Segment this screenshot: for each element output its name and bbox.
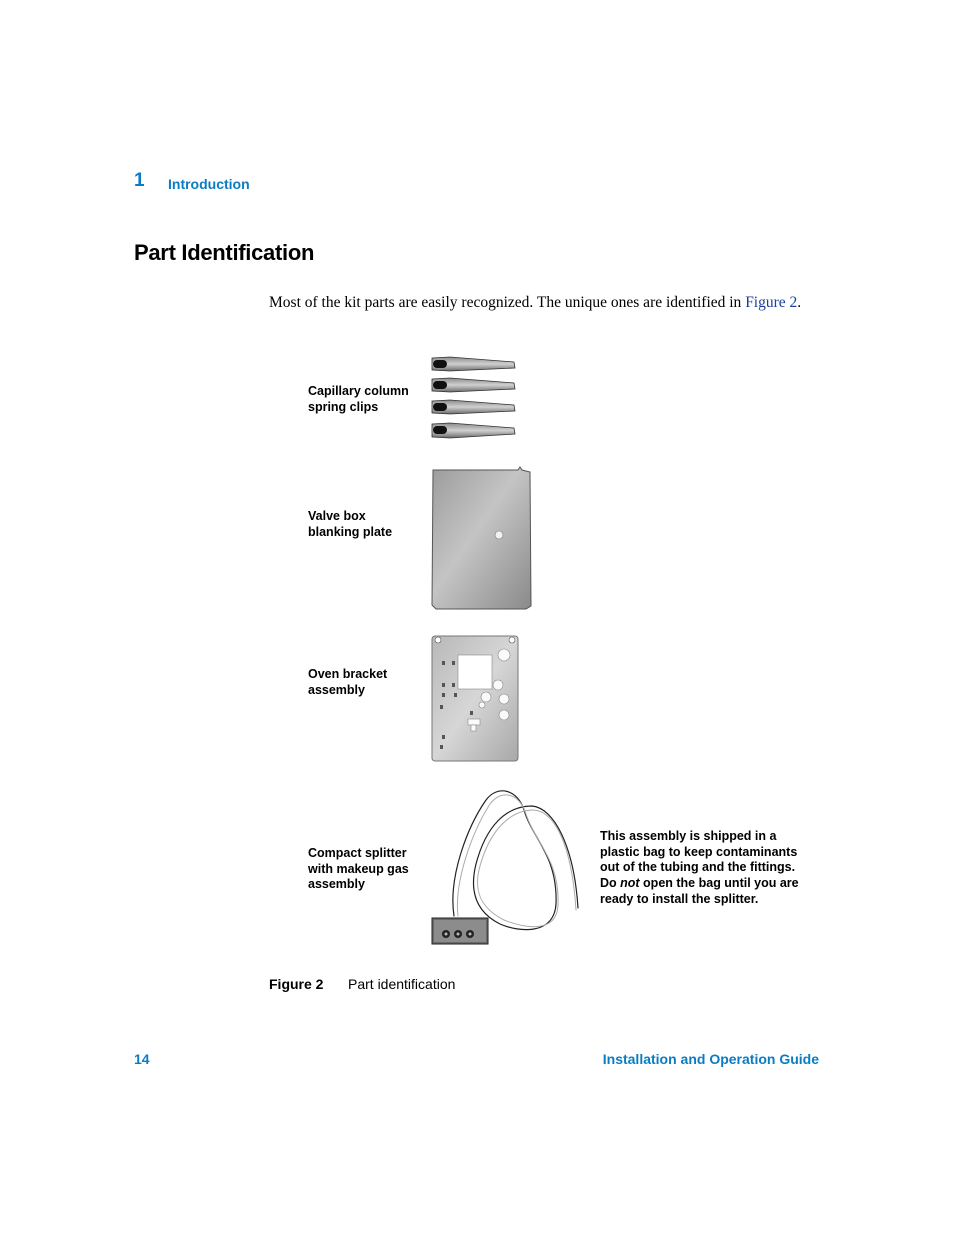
intro-text: Most of the kit parts are easily recognized. The unique ones are identified in	[269, 294, 746, 311]
label-line: Capillary column	[308, 384, 409, 398]
note-text: open the bag until you are	[639, 876, 799, 891]
label-compact-splitter	[308, 846, 409, 893]
spring-clip	[432, 423, 515, 438]
spring-clip	[432, 357, 515, 371]
label-oven-bracket	[308, 667, 387, 698]
note-line	[600, 876, 810, 892]
spring-clip	[432, 378, 515, 392]
page-number: 14	[134, 1051, 150, 1067]
label-line: assembly	[308, 682, 365, 697]
section-title: Part Identification	[134, 240, 315, 265]
note-line: plastic bag to keep contaminants	[600, 844, 798, 859]
chapter-number: 1	[134, 170, 145, 191]
bracket-window	[458, 655, 492, 689]
guide-title: Installation and Operation Guide	[602, 1051, 819, 1067]
blanking-plate-photo	[430, 466, 534, 612]
note-line: ready to install the splitter.	[600, 891, 759, 906]
note-emphasis: not	[620, 876, 640, 891]
label-line: Oven bracket	[308, 667, 388, 681]
spring-clips-photo	[428, 354, 520, 446]
note-line: out of the tubing and the fittings.	[600, 860, 796, 875]
label-line: spring clips	[308, 399, 379, 414]
note-text: Do	[600, 876, 621, 891]
label-line: assembly	[308, 877, 365, 891]
figure-link[interactable]: Figure 2	[745, 294, 798, 311]
label-blanking-plate	[308, 509, 392, 540]
oven-bracket-photo	[430, 633, 520, 763]
note-line: This assembly is shipped in a	[600, 829, 777, 843]
intro-paragraph	[269, 293, 829, 312]
intro-text-end: .	[797, 294, 802, 311]
label-spring-clips	[308, 384, 409, 415]
label-line: with makeup gas	[308, 861, 409, 876]
figure-caption-text: Part identification	[348, 976, 456, 992]
spring-clip	[432, 400, 515, 414]
compact-splitter-photo	[428, 786, 584, 948]
label-line: Compact splitter	[308, 846, 407, 860]
plate-hole	[495, 531, 503, 539]
figure-caption-label: Figure 2	[269, 976, 324, 992]
chapter-title: Introduction	[168, 176, 250, 192]
label-line: Valve box	[308, 509, 366, 523]
splitter-note	[600, 829, 810, 908]
label-line: blanking plate	[308, 524, 393, 539]
